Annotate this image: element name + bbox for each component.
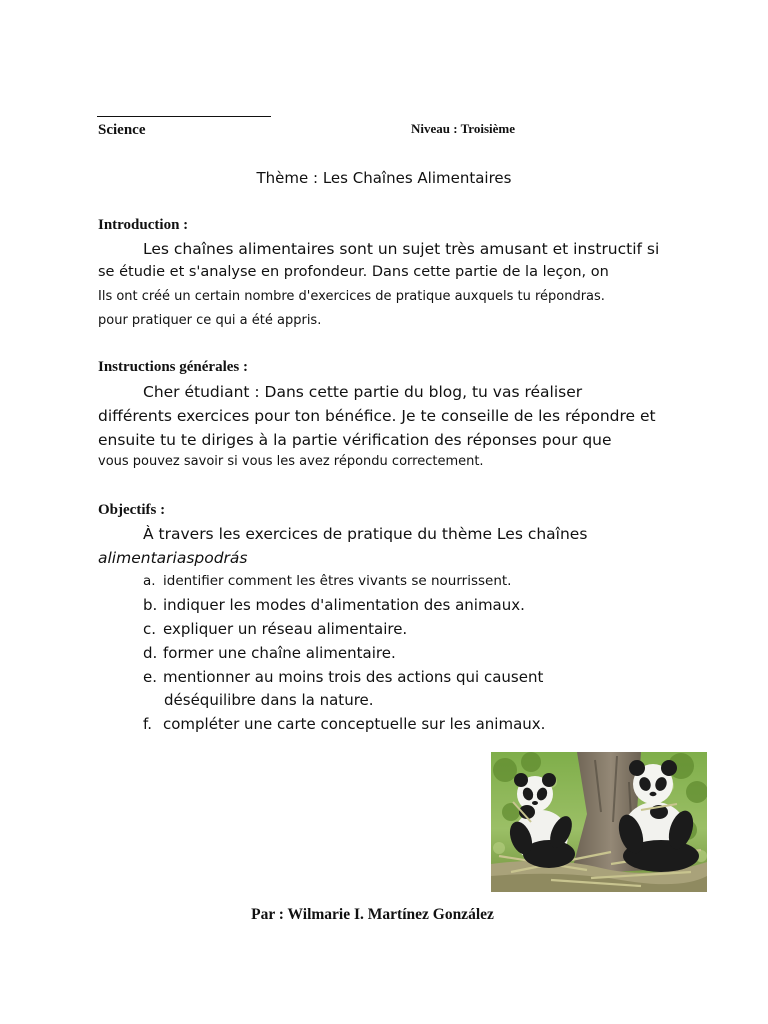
list-marker: d. (143, 644, 158, 662)
introduction-line-4: pour pratiquer ce qui a été appris. (98, 313, 322, 328)
introduction-heading: Introduction : (98, 217, 189, 233)
introduction-line-3: Ils ont créé un certain nombre d'exercices de pratique auxquels tu répondras. (98, 289, 605, 304)
instructions-heading: Instructions générales : (98, 359, 248, 375)
objective-item-b (143, 596, 525, 614)
introduction-line-2: se étudie et s'analyse en profondeur. Dans cette partie de la leçon, on (98, 264, 609, 280)
theme-title: Thème : Les Chaînes Alimentaires (256, 169, 512, 187)
panda-photo (491, 752, 707, 892)
objective-item-d (143, 644, 396, 662)
objective-item-c (143, 620, 407, 638)
objective-item-e (143, 668, 543, 686)
list-marker: a. (143, 573, 156, 589)
instructions-line-1: Cher étudiant : Dans cette partie du blog, tu vas réaliser (143, 383, 583, 401)
objective-item-f (143, 715, 545, 733)
list-marker: e. (143, 668, 157, 686)
list-marker: c. (143, 620, 157, 638)
objective-text: indiquer les modes d'alimentation des animaux. (163, 596, 525, 614)
objective-text: compléter une carte conceptuelle sur les animaux. (163, 715, 546, 733)
objective-text: identifier comment les êtres vivants se nourrissent. (163, 573, 512, 589)
objectives-intro-line-2: alimentariaspodrás (98, 549, 248, 567)
objective-item-e-continuation: déséquilibre dans la nature. (164, 691, 374, 709)
objective-text: mentionner au moins trois des actions qui causent (163, 668, 544, 686)
instructions-line-4: vous pouvez savoir si vous les avez répondu correctement. (98, 454, 484, 469)
objectives-intro-line-1: À travers les exercices de pratique du thème Les chaînes (143, 525, 588, 543)
instructions-line-2: différents exercices pour ton bénéfice. Je te conseille de les répondre et (98, 407, 656, 425)
objectives-heading: Objectifs : (98, 502, 166, 518)
panda-photo-icon (491, 752, 707, 892)
objective-text: expliquer un réseau alimentaire. (163, 620, 408, 638)
author-line: Par : Wilmarie I. Martínez González (251, 906, 494, 923)
introduction-line-1: Les chaînes alimentaires sont un sujet très amusant et instructif si (143, 240, 660, 258)
objective-text: former une chaîne alimentaire. (163, 644, 396, 662)
list-marker: f. (143, 715, 152, 733)
objective-item-a (143, 573, 511, 589)
list-marker: b. (143, 596, 158, 614)
subject-label: Science (98, 122, 146, 138)
top-rule (97, 116, 271, 117)
instructions-line-3: ensuite tu te diriges à la partie vérification des réponses pour que (98, 431, 612, 449)
level-label: Niveau : Troisième (411, 121, 515, 136)
